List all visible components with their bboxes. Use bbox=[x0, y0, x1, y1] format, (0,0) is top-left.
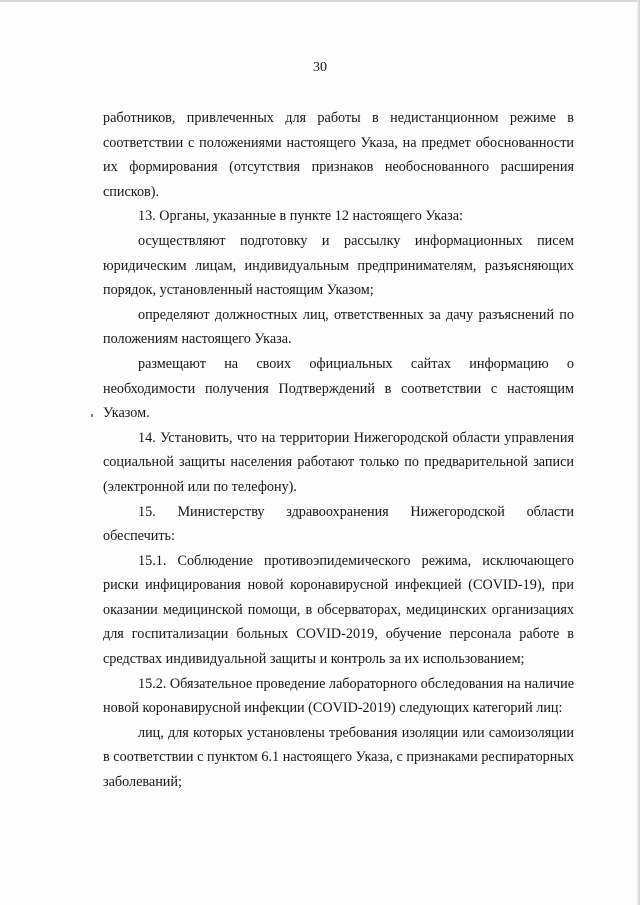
scan-edge-top bbox=[0, 0, 640, 2]
paragraph-clause-15-2: 15.2. Обязательное проведение лабораторного обследования на наличие новой коронавирусной инфекции (COVID-2019) следующих категорий лиц: bbox=[103, 675, 574, 717]
paragraph-clause-13: 13. Органы, указанные в пункте 12 настоящего Указа: bbox=[138, 208, 463, 225]
paragraph-clause-14: 14. Установить, что на территории Нижегородской области управления социальной защиты населения работают только по предварительной записи (электронной или по телефону). bbox=[103, 429, 574, 495]
paragraph-continuation: работников, привлеченных для работы в недистанционном режиме в соответствии с положениями настоящего Указа, на предмет обоснованности их формирования (отсутствия признаков необоснованного расширения списков). bbox=[103, 110, 574, 200]
paragraph-clause-13-item-3: размещают на своих официальных сайтах информацию о необходимости получения Подтверждений в соответствии с настоящим Указом. bbox=[103, 355, 574, 422]
paragraph-clause-13-item-2: определяют должностных лиц, ответственных за дачу разъяснений по положениям настоящего Указа. bbox=[103, 306, 574, 348]
paragraph-clause-13-item-1: осуществляют подготовку и рассылку информационных писем юридическим лицам, индивидуальным предпринимателям, разъясняющих порядок, установленный настоящим Указом; bbox=[103, 232, 574, 299]
document-body bbox=[103, 106, 574, 795]
paragraph-clause-15: 15. Министерству здравоохранения Нижегородской области обеспечить: bbox=[103, 503, 574, 545]
scan-speck bbox=[91, 414, 93, 417]
paragraph-clause-15-2-item-1: лиц, для которых установлены требования изоляции или самоизоляции в соответствии с пунктом 6.1 настоящего Указа, с признаками респираторных заболеваний; bbox=[103, 724, 574, 791]
paragraph-clause-15-1: 15.1. Соблюдение противоэпидемического режима, исключающего риски инфицирования новой коронавирусной инфекцией (COVID-19), при оказании медицинской помощи, в обсерваторах, медицинских организациях для госпитализации больных COVID-2019, обучение персонала работе в средствах индивидуальной защиты и контроль за их использованием; bbox=[103, 552, 574, 668]
page-number: 30 bbox=[313, 60, 327, 75]
